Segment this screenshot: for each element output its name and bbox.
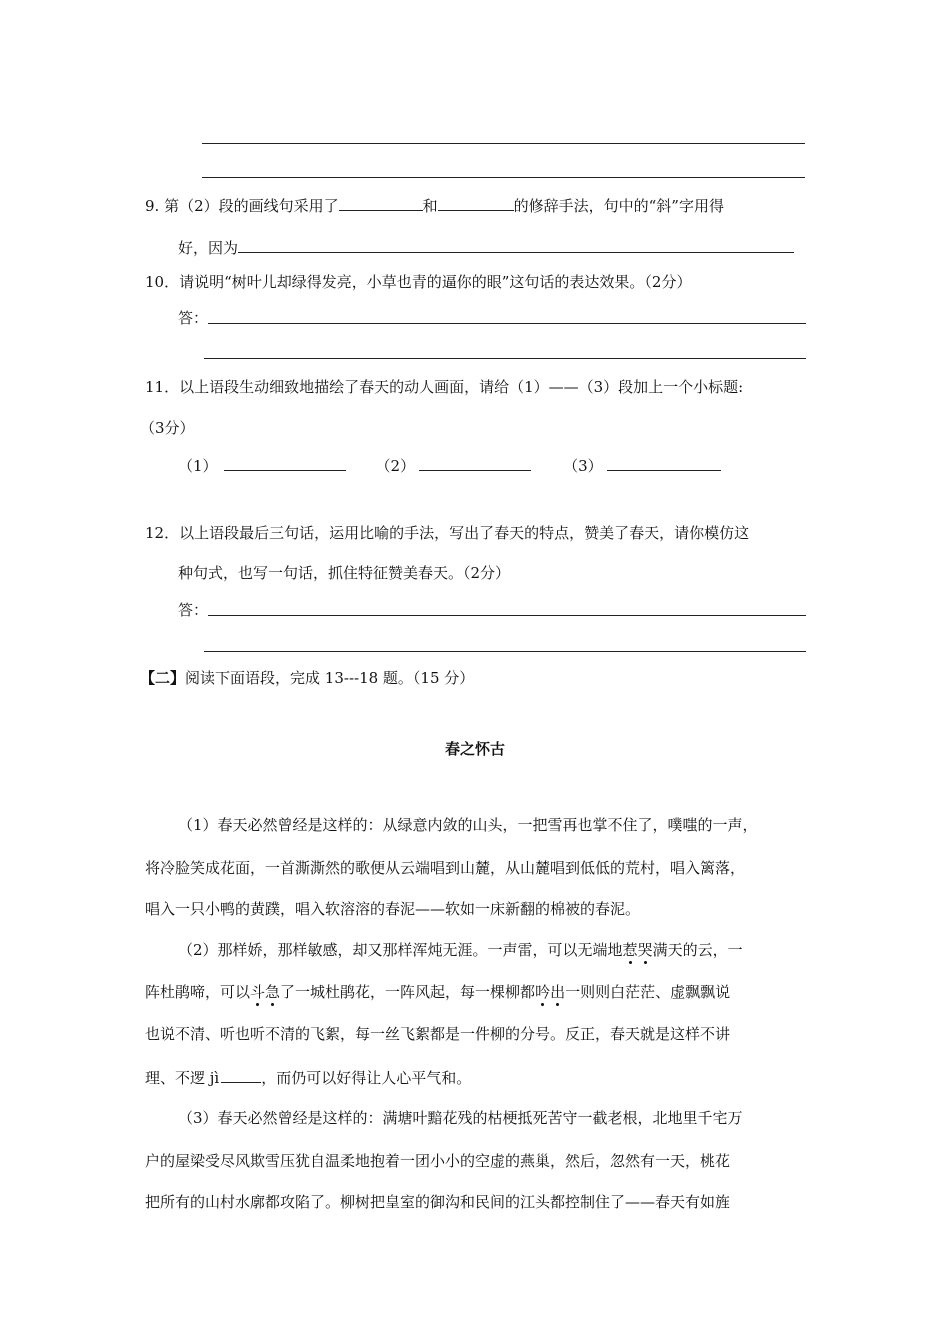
emphasis-char: 吟 [535, 983, 551, 1001]
emphasis-char: 哭 [637, 941, 653, 959]
q11-blank-3[interactable] [607, 454, 721, 471]
section-2-bracket: 【二】 [140, 669, 186, 687]
question-12: 12．以上语段最后三句话，运用比喻的手法，写出了春天的特点，赞美了春天，请你模仿这 [145, 524, 750, 542]
paragraph-1-line: （1）春天必然曾经是这样的：从绿意内敛的山头，一把雪再也掌不住了，噗嗤的一声， [178, 816, 758, 834]
emphasis-char: 惹 [622, 941, 638, 959]
text-segment: （2）那样娇，那样敏感，却又那样浑炖无涯。一声雷，可以无端地 [178, 941, 623, 959]
q9-blank-1[interactable] [339, 194, 423, 211]
q11-blanks [178, 454, 721, 476]
paragraph-2-line: 也说不清、听也听不清的飞絮，每一丝飞絮都是一件柳的分号。反正，春天就是这样不讲 [145, 1025, 731, 1043]
section-2-text: 阅读下面语段，完成 13---18 题。（15 分） [185, 669, 475, 687]
passage-title: 春之怀古 [444, 740, 505, 758]
answer-line[interactable] [202, 177, 805, 178]
paragraph-2-line [145, 1066, 471, 1088]
q9-blank-3[interactable] [238, 236, 794, 253]
paragraph-1-line: 唱入一只小鸭的黄蹼，唱入软溶溶的春泥——软如一床新翻的棉被的春泥。 [145, 900, 641, 918]
question-10: 10．请说明“树叶儿却绿得发亮，小草也青的逼你的眼”这句话的表达效果。（2分） [145, 273, 692, 291]
q11-blank-2-label: （2） [375, 457, 416, 475]
q12-answer-line-2[interactable] [204, 651, 806, 652]
text-segment: 了一城杜鹃花，一阵风起，每一棵柳都 [280, 983, 536, 1001]
paragraph-2-line [145, 982, 730, 1002]
text-segment: 理、不逻 jì [145, 1069, 220, 1087]
q12-answer-label: 答： [178, 601, 209, 619]
q10-answer-line-2[interactable] [204, 358, 806, 359]
paragraph-3-line: 户的屋梁受尽风欺雪压犹自温柔地抱着一团小小的空虚的燕巢，然后，忽然有一天，桃花 [145, 1152, 731, 1170]
section-2-heading [140, 668, 474, 688]
q12-answer-line-1[interactable] [208, 615, 806, 616]
question-12-line-2: 种句式，也写一句话，抓住特征赞美春天。（2分） [178, 564, 511, 582]
question-9 [145, 194, 724, 216]
paragraph-3-line: 把所有的山村水廓都攻陷了。柳树把皇室的御沟和民间的江头都控制住了——春天有如旌 [145, 1193, 731, 1211]
text-segment: 一则则白茫茫、虚飘飘说 [565, 983, 731, 1001]
q9-text-3: 的修辞手法，句中的“斜”字用得 [513, 197, 724, 215]
q10-answer-label: 答： [178, 309, 209, 327]
text-segment: 满天的云，一 [652, 941, 743, 959]
q9-text-4: 好，因为 [178, 239, 239, 257]
text-segment: 阵杜鹃啼，可以 [145, 983, 251, 1001]
emphasis-char: 急 [265, 983, 281, 1001]
q11-blank-1[interactable] [224, 454, 346, 471]
q9-text-1: 9. 第（2）段的画线句采用了 [145, 197, 339, 215]
q11-blank-1-label: （1） [178, 457, 218, 475]
question-11-score: （3分） [140, 419, 195, 437]
paragraph-3-line: （3）春天必然曾经是这样的：满塘叶黯花残的枯梗抵死苦守一截老根，北地里千宅万 [178, 1109, 743, 1127]
q9-blank-2[interactable] [438, 194, 514, 211]
q11-blank-2[interactable] [419, 454, 531, 471]
paragraph-1-line: 将冷脸笑成花面，一首澌澌然的歌便从云端唱到山麓，从山麓唱到低低的荒村，唱入篱落， [145, 859, 746, 877]
question-9-line-2 [178, 236, 794, 258]
q10-answer-line-1[interactable] [208, 323, 806, 324]
fill-blank[interactable] [221, 1066, 261, 1083]
emphasis-char: 斗 [250, 983, 266, 1001]
paragraph-2-line [178, 940, 743, 960]
text-segment: ，而仍可以好得让人心平气和。 [261, 1069, 472, 1087]
q9-text-2: 和 [422, 197, 438, 215]
question-11: 11．以上语段生动细致地描绘了春天的动人画面，请给（1）——（3）段加上一个小标题: [145, 378, 744, 396]
emphasis-char: 出 [550, 983, 566, 1001]
answer-line[interactable] [202, 143, 805, 144]
q11-blank-3-label: （3） [563, 457, 603, 475]
